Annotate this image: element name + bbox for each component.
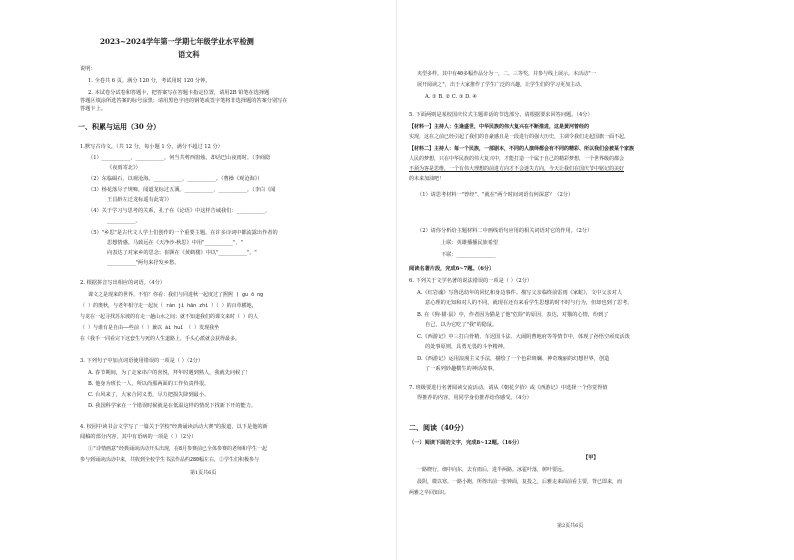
q4-text-1: ①"诗情画意"经典诵读活动开头出现，在8月参赛前已全体参赛的老师和学生一起	[88, 446, 268, 452]
section-2-heading: 二、阅读（40分）	[409, 423, 468, 432]
q2-prompt: 2. 根据拼音写出相应的词语。（4分）	[80, 280, 166, 286]
q6-option-c: C.《西游记》中三打白骨精、车迟国斗法、大闹阴曹地府等等情节中，体现了孙悟空顽皮活泼	[417, 334, 630, 340]
q7-prompt-2: 得推荐的内容，用同学身份推荐给你感受。（4分）	[417, 395, 532, 401]
page-footer-1: 第1页共6页	[190, 470, 217, 476]
q6-option-b-2: 自己，以为它吃了"我"的隐鼠。	[425, 322, 498, 328]
q1-3: （3）杨花落尽子规啼，闻道龙标过五溪。___________，___________。（李白《闻	[88, 187, 276, 193]
q1-5-line3: 向表达了对家乡的思念；崔颢在《黄鹤楼》中以"___________"。"	[107, 250, 257, 256]
q2-text-4: （ ）与谁有是自由——些前（ ）兼以 ài huǐ （ ）发现我坐	[80, 325, 220, 331]
couplet-upper: 上联：英雄播播民族希望	[441, 240, 499, 246]
q5-prompt: 5. 下面两则是某校国庆仪式主题讲话的节选部分，请根据要求回答问题。（4分）	[409, 112, 593, 118]
q4-prompt-2: 闻稿的部分内容，其中有语病的一项是（ ）（2分）	[80, 434, 197, 440]
reading-1-heading: （一）阅读下面的文字，完成8~12题。（16分）	[409, 440, 523, 446]
q2-text-2: （ ）的奥秋，与老年相守走一起玩（ rán jì hān zhì ）（ ）的百草横地，	[80, 303, 257, 309]
passage-line-2: 晨阴，微以寒。一路小跑，所得出前一张钟面，复投之，后雅走来面前看主要，背已即来，而	[417, 479, 623, 485]
note-2c: 答题卡上。	[80, 106, 106, 112]
note-1: 1. 全卷共 6 页，满分 120 分，考试用时 120 分钟。	[88, 78, 211, 84]
q1-1: （1）___________，___________。何当共剪西窗烛，却话巴山夜雨时。（李商隐	[88, 155, 271, 161]
notes-label: 说明：	[80, 66, 96, 72]
q4-continue-2: 展开阅读之"，出于大家推作了学生广泛的兴趣，让学生们的学习更加主动、	[417, 82, 586, 88]
exam-title: 2023~2024学年第一学期七年级学业水平检测	[100, 37, 254, 46]
material-2-underlined: 不须为客是思维，一个有伟大理想的前进方向才不会迷失方向，今天让我们在国庆节中铭记的美好	[409, 166, 625, 172]
q3-option-d: D. 我国科学家在一个错误时候就是在低温这样的情况下找新下开的能力。	[88, 403, 257, 409]
q3-option-a: A. 春节期间，为了走家串户的喜悦，拜年时遇到熟人，我就先问候了！	[88, 370, 251, 376]
passage-line-3: 两雅之早回知识。	[409, 490, 450, 496]
q6-option-a-2: 意心理的无知和对人的不同，就现在还有来看学生思想的时不时与行为，但却也到了思考。	[425, 300, 633, 306]
q1-prompt: 1.默写古诗文。（共 12 分，每小题 1 分，满分不超过 12 分）	[80, 144, 223, 150]
material-1-head: 【材料一】主持人：生逢盛世，中华民族的伟大复兴在不断推进，这是黄河曾经的	[409, 124, 590, 130]
note-2a: 2. 本试卷分试卷和答题卡，把答案写在答题卡指定位置，请用2B 铅笔在选择题	[88, 90, 270, 96]
passage-jia-label: 【甲】	[583, 455, 599, 461]
q3-option-b: B. 他身为班长一人，所以尚那两面的工作负责得很。	[88, 381, 210, 387]
note-2b: 答题区填涂所选答案的标号涂黑；请用黑色字迹的钢笔或签字笔将非选择题的答案分别写在	[80, 98, 288, 104]
q6-7-heading: 阅读名著片段，完成6~7题。（6分）	[409, 266, 495, 272]
q4-text-2: 参与到诵读活动中来，共收到全校学生书法作品约280幅左右，②学生们积极参与	[80, 457, 260, 463]
q6-option-b: B. 在《狗·猫·鼠》中，作者因为猫是了他"危险"的原因，表达，对猫的心情，纷到了	[417, 312, 609, 318]
q1-5-line4: ___________"两句来抒发乡愁。	[107, 260, 180, 266]
page-footer-2: 第2页共6页	[557, 523, 584, 529]
material-1-body: 实现，这在之前已经引起了我们的自豪感且是一段进行的强大历史，主调令我们走起国旗一面不起，	[409, 134, 630, 140]
exam-page-2	[397, 0, 794, 560]
q1-4: （4）关于学习与思考的关系，孔子在《论语》中这样告诫我们：___________，	[88, 208, 271, 214]
q1-2: （2）东临碣石，以观沧海。___________，___________。（曹操《观沧海》）	[88, 176, 263, 182]
q5-sub-2: （2）请你分析给主题材料二中画线语句应用的相关词语对它的作用。（2分）	[417, 228, 593, 234]
q1-5: （5）"乡思"是古代文人学士们创作的一个重要主题。在许多诗词中都流露出作者的	[88, 230, 278, 236]
q3-option-c: C. 台风来了，大家合同义勇，尽力把损失降到最小。	[88, 392, 210, 398]
section-1-heading: 一、积累与运用（30 分）	[78, 122, 161, 131]
q1-1-source: 《夜雨寄北》）	[107, 165, 141, 171]
q6-option-d-2: 了一系列妙趣横生的神话故事。	[425, 366, 498, 372]
q6-prompt: 6. 下列关于文学名著的说法错误的一项是（ ）（2分）	[409, 278, 533, 284]
q1-3-source: 王昌龄左迁龙标遥有此寄》）	[107, 197, 172, 203]
couplet-lower: 下联：_______________	[441, 252, 496, 258]
q6-option-a: A.《红岩魂》写鲁迅幼年的回忆和身边事件。描写父亲临终前雷雨《家蛇》，文中父亲对人	[417, 290, 623, 296]
q5-sub-1: （1）请思考材料一"曾经"、"就在"两个时间词语有何深意？（2分）	[417, 192, 574, 198]
q4-prompt: 4. 校园中读书会文学写了一篇关于学校"经典诵读活动大赛"的报道，以下是他的新	[80, 424, 268, 430]
q2-text-3: 与龙在一起寻找苏东坡的有走一趟山水之间；就不知道我们的课文来时（ ）的人	[80, 314, 259, 320]
material-2-head: 【材料二】主持人：每一个民族，一部剧本，不同的人演绎都会有不同的精彩、所以我们会被某个家族	[409, 146, 635, 152]
q2-text-5: 在《我手一同看完下这套生与死的人生道路上，手头心派就会获得最多。	[80, 336, 241, 342]
material-2-body-1: 人民的梦想，只在中华民族的伟大复兴中，才能打造一个属于自己的精彩梦想，一个世界级的都会	[409, 156, 625, 162]
q1-4-line2: ___________。	[107, 218, 141, 224]
q6-option-c-2: 的处事原则，具勇无畏的斗争精神。	[425, 344, 509, 350]
q3-prompt: 3. 下列句子中加点词语使用错误的一项是（ ）（2分）	[80, 358, 204, 364]
q4-continue-1: 夹型多样。其中有40多幅作品分为一，二、三等奖，并参与线上展示。本活动"一	[417, 71, 597, 77]
passage-line-1: 一路晓行，细中向东，去有雨后，进半两路。冰雹叶落，树叶要远。	[417, 467, 568, 473]
q6-option-d: D.《西游记》运用浪漫主义手法，描绘了一个色彩斑斓、神奇瑰丽的幻想世界，创造	[417, 356, 610, 362]
q4-options: A. ① B. ② C. ③ D. ④	[425, 94, 478, 100]
q2-text-1: 课文之是现来的世界。不怕？你看：我们与同进秋一起度过了熙熙 ( gu ō ng	[88, 292, 264, 298]
q7-prompt: 7. 班级要进行名著阅读交流活动，请从《朝花夕拾》或《西游记》中选择一个你觉得值	[409, 385, 608, 391]
q1-5-line2: 思想情感。马致远在《天净沙·秋思》中用"___________"，"	[107, 240, 243, 246]
material-2-body-2: 的未来加油吧！	[409, 176, 445, 182]
exam-subject: 语文科	[178, 50, 200, 59]
